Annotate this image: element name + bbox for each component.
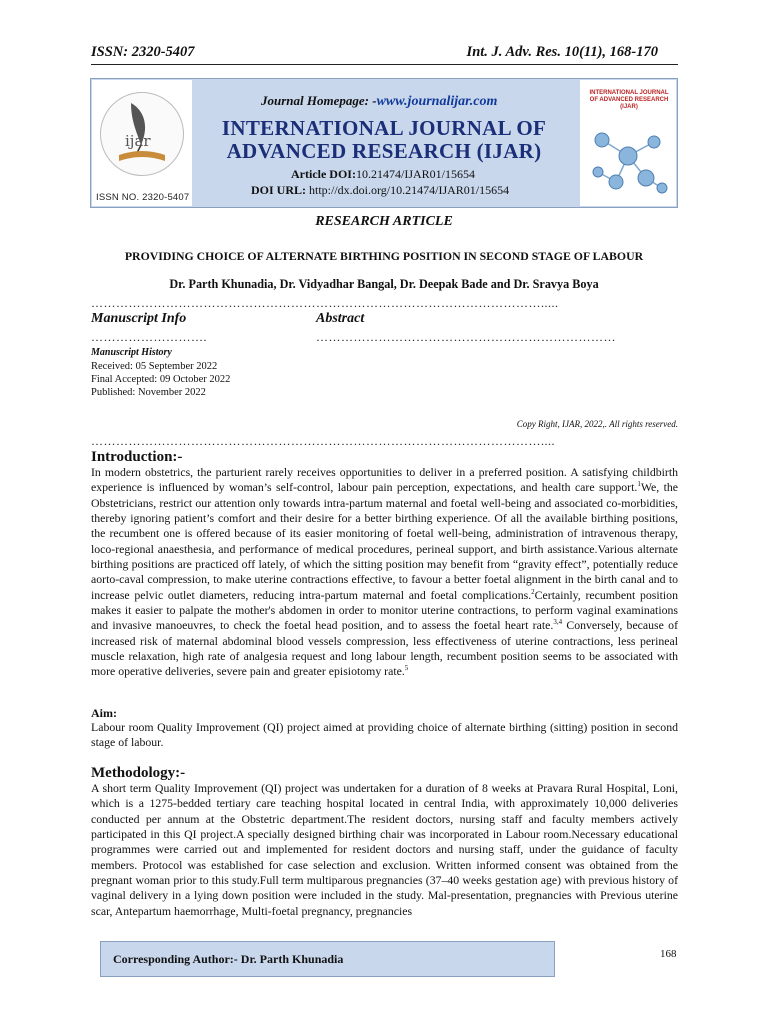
abstract-heading: Abstract <box>316 311 365 326</box>
citation-header: Int. J. Adv. Res. 10(11), 168-170 <box>466 44 658 60</box>
journal-banner <box>90 78 678 208</box>
intro-text-3: Certainly, recumbent position makes it easier to palpate the mother's abdomen in order to monitor uterine contractions, to perform vaginal examinations and invasive manoeuvres, to check the foetal head position, and to assess the foetal heart rate. <box>91 587 678 633</box>
journal-homepage <box>261 93 497 110</box>
dotted-separator-bottom: ……………………………………………………………………………………………….... <box>91 434 555 448</box>
citation-ref[interactable]: 5 <box>404 664 409 673</box>
doi-url <box>251 183 509 198</box>
manuscript-history-label: Manuscript History <box>91 347 172 358</box>
citation-ref[interactable]: 2 <box>531 587 535 596</box>
accepted-date: Final Accepted: 09 October 2022 <box>91 374 231 385</box>
logo-word: ijar <box>125 132 151 150</box>
homepage-link[interactable]: www.journalijar.com <box>376 94 498 109</box>
methodology-heading: Methodology:- <box>91 765 186 781</box>
page-number: 168 <box>660 948 677 960</box>
cover-title: INTERNATIONAL JOURNAL OF ADVANCED RESEARCH (IJAR) <box>589 90 669 110</box>
introduction-heading: Introduction:- <box>91 449 183 465</box>
corresponding-author: Corresponding Author:- Dr. Parth Khunadia <box>113 952 344 966</box>
journal-cover-panel <box>580 80 676 206</box>
molecule-icon <box>586 120 672 200</box>
intro-text-1: In modern obstetrics, the parturient rarely receives opportunities to deliver in a preferred position. A satisfying childbirth experience is influenced by woman’s self-control, labour pain perception, expectations, and health care support. <box>91 465 678 495</box>
issn-header: ISSN: 2320-5407 <box>91 44 195 60</box>
copyright-notice: Copy Right, IJAR, 2022,. All rights reserved. <box>516 419 678 429</box>
dotted-separator: ………………………………………………………………………………………………..... <box>91 296 559 310</box>
manuscript-info-heading: Manuscript Info <box>91 311 187 326</box>
manuscript-dotted-separator: ………………………. <box>91 330 207 344</box>
methodology-paragraph: A short term Quality Improvement (QI) project was undertaken for a duration of 8 weeks at Pravara Rural Hospital, Loni, which is a 1275-bedded tertiary care teaching hospital located in central India, with approximately 10,000 deliveries conducted per annum at the Obstetric department.The resident doctors, nursing staff and faculty members actively participated in this QI project.A specially designed birthing chair was incorporated in Labour room.Necessary educational programmes were carried out and implemented for resident doctors and nursing staff, under the guidance of faculty members. Protocol was established for case selection and exclusion. Written informed consent was obtained from the pregnant woman prior to this study.Full term multiparous pregnancies (37–40 weeks gestation age) with previous history of vaginal delivery in a lying down position were included in the study. Mal-presentation, pregnancies with Previous uterine scar, Antepartum haemorrhage, Multi-foetal pregnancy, pregnancies <box>91 781 678 918</box>
corresponding-author-box <box>100 941 555 977</box>
received-date: Received: 05 September 2022 <box>91 361 218 372</box>
intro-text-2: We, the Obstetricians, restrict our attention only towards intra-partum maternal and foetal well-being and associated co-morbidities, thereby ignoring patient’s comfort and their desire for a better birthing experience. Of all the available birthing positions, the recumbent one is offered because of its easier monitoring of foetal well-being, administration of intravenous therapy, loco-regional anaesthesia, and performance of medical procedures, perineal support, and birth assistance.Various alternate birthing positions are practiced off lately, of which the sitting position may benefit from “gravity effect”, potentially reduce aorto-caval compression, to make uterine contractions effective, to favour a better foetal alignment in the birth canal and to increase pelvic outlet diameters, reducing intra-partum maternal and foetal complications. <box>91 480 678 602</box>
citation-ref[interactable]: 1 <box>637 480 641 489</box>
intro-text-4: Conversely, because of increased risk of maternal abdominal blood vessels compression, less effectiveness of uterine contractions, less perineal muscle relaxation, high rate of analgesia request and long labour length, recumbent position seems to be associated with more operative deliveries, severe pain and greater episiotomy rate. <box>91 618 678 679</box>
abstract-dotted-separator: ……………………………………………………………… <box>316 330 616 344</box>
published-date: Published: November 2022 <box>91 387 206 398</box>
doi-url-link[interactable]: http://dx.doi.org/10.21474/IJAR01/15654 <box>309 183 510 197</box>
logo-issn: ISSN NO. 2320-5407 <box>96 192 190 203</box>
article-authors: Dr. Parth Khunadia, Dr. Vidyadhar Bangal, Dr. Deepak Bade and Dr. Sravya Boya <box>169 277 599 291</box>
article-title: PROVIDING CHOICE OF ALTERNATE BIRTHING POSITION IN SECOND STAGE OF LABOUR <box>124 249 644 263</box>
article-doi-label: Article DOI: <box>291 167 356 181</box>
doi-url-label: DOI URL: <box>251 183 307 197</box>
citation-ref[interactable]: 3,4 <box>553 618 563 627</box>
journal-title: INTERNATIONAL JOURNAL OF ADVANCED RESEARCH (IJAR) <box>221 116 547 163</box>
article-doi <box>291 167 475 182</box>
article-doi-value: 10.21474/IJAR01/15654 <box>355 167 475 181</box>
aim-paragraph: Labour room Quality Improvement (QI) project aimed at providing choice of alternate birthing (sitting) position in second stage of labour. <box>91 720 678 750</box>
homepage-label: Journal Homepage: - <box>261 93 377 108</box>
journal-logo-panel <box>92 80 192 206</box>
article-type: RESEARCH ARTICLE <box>315 214 453 229</box>
introduction-paragraph <box>91 465 678 680</box>
aim-heading: Aim: <box>91 706 117 720</box>
header-rule <box>91 64 678 65</box>
